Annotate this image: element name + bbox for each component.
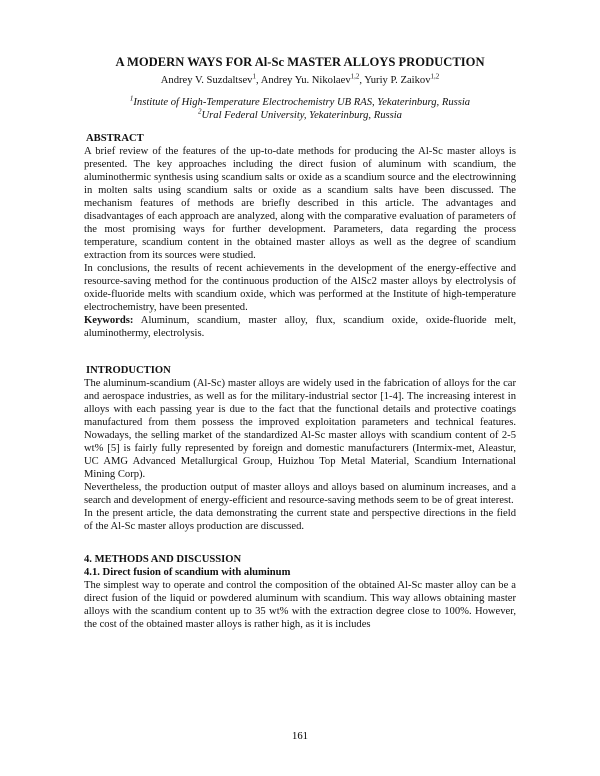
- author-list: Andrey V. Suzdaltsev$^1$, Andrey Yu. Nikolaev$^{1,2}$, Yuriy P. Zaikov$^{1,2}$: [160, 72, 440, 86]
- author-name: Yuriy P. Zaikov: [364, 75, 431, 86]
- author-name: Andrey Yu. Nikolaev: [260, 75, 351, 86]
- methods-heading: 4. METHODS AND DISCUSSION: [84, 554, 242, 565]
- affiliation: [84, 109, 516, 122]
- author-affil-mark: 1,2: [350, 72, 360, 81]
- introduction-paragraph: The aluminum-scandium (Al-Sc) master alloys are widely used in the fabrication of alloys for the car and aerospace industries, as well as for the military-industrial sector [1-4]. The increasing interest in alloys with each passing year is due to the fact that the functional details and protective coatings manufactured from them possess the improved exploitation parameters and technical features. Nowadays, the selling market of the standardized Al-Sc master alloys with scandium content of 2-5 wt% [5] is fairly fully represented by foreign and domestic manufacturers (Intermix-met, Aleastur, UC AMG Advanced Metallurgical Group, Huizhou Top Metal Material, Scandium International Mining Corp).: [84, 378, 516, 480]
- paper-title: A MODERN WAYS FOR Al-Sc MASTER ALLOYS PRODUCTION: [115, 55, 485, 69]
- paper-page: [84, 54, 516, 631]
- introduction-paragraph: In the present article, the data demonstrating the current state and perspective directions in the field of the Al-Sc master alloys production are discussed.: [84, 508, 516, 532]
- keywords-label: Keywords:: [84, 315, 134, 326]
- abstract-paragraph: In conclusions, the results of recent achievements in the development of the energy-effective and resource-saving method for the continuous production of the AlSc2 master alloys by electrolysis of oxide-fluoride melts with scandium oxide, which was performed at the Institute of high-temperature electrochemistry, have been presented.: [84, 263, 516, 313]
- affiliation-mark: 2: [198, 107, 202, 116]
- affiliation-text: Ural Federal University, Yekaterinburg, Russia: [201, 110, 402, 121]
- author-name: Andrey V. Suzdaltsev: [160, 75, 253, 86]
- affiliation: [84, 96, 516, 109]
- page-number: 161: [292, 731, 308, 742]
- methods-paragraph: The simplest way to operate and control the composition of the obtained Al-Sc master alloy can be a direct fusion of the liquid or powdered aluminum with scandium. This way allows obtaining master alloys with the scandium content up to 35 wt% with the extraction degree close to 100%. However, the cost of the obtained master alloys is rather high, as it is includes: [84, 580, 516, 630]
- introduction-heading: INTRODUCTION: [86, 365, 171, 376]
- abstract-heading: ABSTRACT: [86, 133, 144, 144]
- keywords-text: Aluminum, scandium, master alloy, flux, scandium oxide, oxide-fluoride melt, aluminothermy, electrolysis.: [84, 315, 516, 339]
- methods-subheading: 4.1. Direct fusion of scandium with aluminum: [84, 567, 291, 578]
- affiliation-text: Institute of High-Temperature Electrochemistry UB RAS, Yekaterinburg, Russia: [133, 97, 471, 108]
- abstract-paragraph: A brief review of the features of the up-to-date methods for producing the Al-Sc master alloys is presented. The key approaches including the direct fusion of aluminum with scandium, the aluminothermic synthesis using scandium salts or oxide as a scandium source and the electrowinning in molten salts using scandium salts or oxide as a scandium salts have been discussed. The mechanism features of methods are briefly described in this article. The advantages and disadvantages of each approach are analyzed, along with the comparative evaluation of parameters of the most promising ways for further development. Parameters, data regarding the process temperature, scandium content in the obtained master alloys as well as the degree of scandium extraction from its sources were studied.: [84, 146, 516, 261]
- keywords: [84, 314, 516, 340]
- introduction-paragraph: Nevertheless, the production output of master alloys and alloys based on aluminum increases, and a search and development of energy-efficient and resource-saving methods seem to be of great interest.: [84, 482, 516, 506]
- author-affil-mark: 1: [252, 72, 256, 81]
- author-affil-mark: 1,2: [430, 72, 440, 81]
- affiliation-mark: 1: [129, 94, 134, 103]
